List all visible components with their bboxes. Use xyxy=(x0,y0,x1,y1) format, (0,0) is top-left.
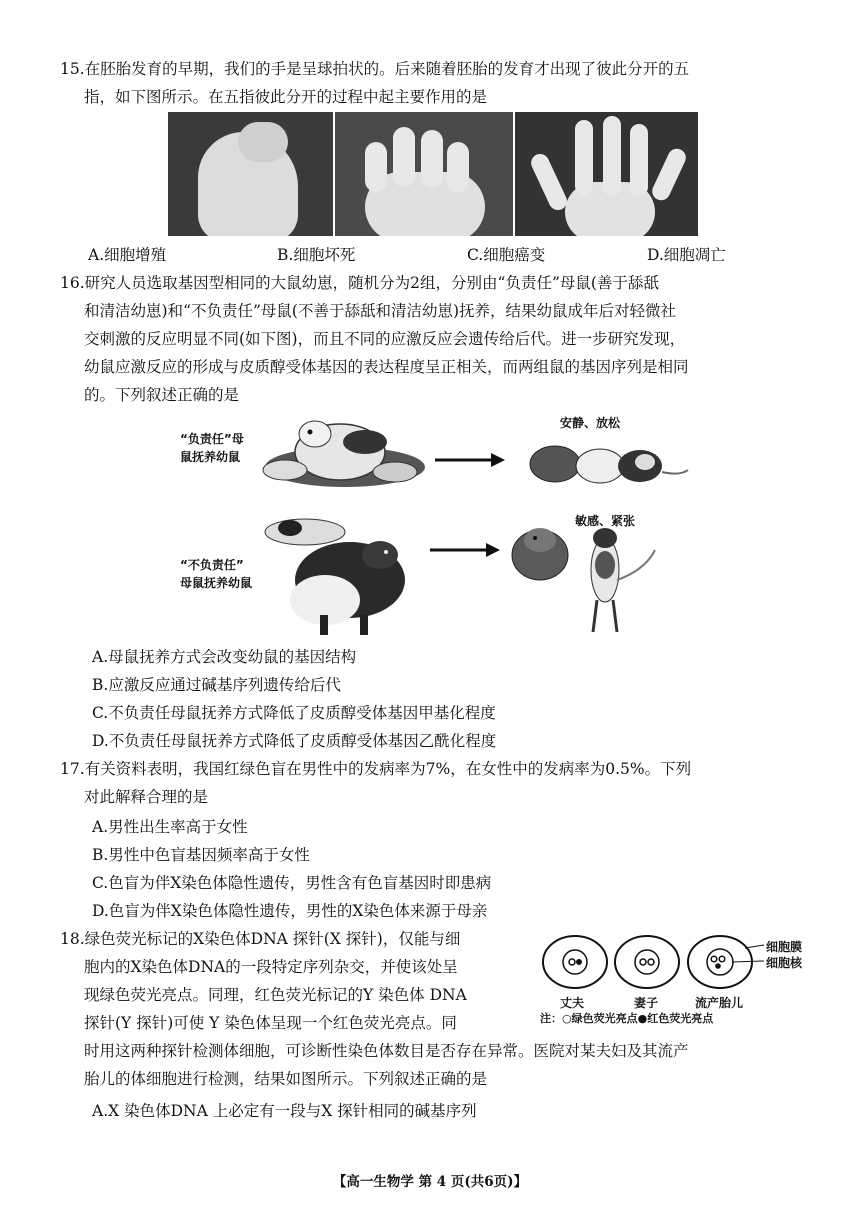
calm-rats-image xyxy=(520,432,690,492)
q18-line-6: 胎儿的体细胞进行检测，结果如图所示。下列叙述正确的是 xyxy=(84,1070,488,1088)
calm-result-label: 安静、放松 xyxy=(560,416,621,430)
membrane-label: 细胞膜 xyxy=(766,940,803,954)
q15-line-2: 指，如下图所示。在五指彼此分开的过程中起主要作用的是 xyxy=(84,88,488,106)
q17-option-c: C.色盲为伴X染色体隐性遗传，男性含有色盲基因时即患病 xyxy=(92,874,492,892)
q16-line-2: 和清洁幼崽)和“不负责任”母鼠(不善于舔舐和清洁幼崽)抚养，结果幼鼠成年后对轻微社 xyxy=(84,302,676,320)
q16-line-3: 交刺激的反应明显不同(如下图)，而且不同的应激反应会遗传给后代。进一步研究发现， xyxy=(84,330,686,348)
q18-cell-figure xyxy=(540,932,840,1032)
responsible-mother-caption-2: 鼠抚养幼鼠 xyxy=(180,450,241,464)
q16-rat-figure xyxy=(180,410,700,640)
q16-option-b: B.应激反应通过碱基序列遗传给后代 xyxy=(92,676,341,694)
irresponsible-mother-rats-image xyxy=(260,510,410,640)
hand-stage-1-image xyxy=(168,112,333,236)
q16-line-5: 的。下列叙述正确的是 xyxy=(84,386,240,404)
q16-option-d: D.不负责任母鼠抚养方式降低了皮质醇受体基因乙酰化程度 xyxy=(92,732,497,750)
q15-hand-figure xyxy=(168,112,698,236)
q16-line-1: 16.研究人员选取基因型相同的大鼠幼崽，随机分为2组，分别由“负责任”母鼠(善于舔舐 xyxy=(60,274,659,292)
q16-option-c: C.不负责任母鼠抚养方式降低了皮质醇受体基因甲基化程度 xyxy=(92,704,496,722)
q15-option-d: D.细胞凋亡 xyxy=(647,246,726,264)
husband-label: 丈夫 xyxy=(560,996,585,1010)
q18-line-1: 18.绿色荧光标记的X染色体DNA 探针(X 探针)，仅能与细 xyxy=(60,930,461,948)
q18-line-4: 探针(Y 探针)可使 Y 染色体呈现一个红色荧光亮点。同 xyxy=(84,1014,457,1032)
anxious-result-label: 敏感、紧张 xyxy=(575,514,636,528)
arrow-top xyxy=(435,450,505,470)
q17-option-d: D.色盲为伴X染色体隐性遗传，男性的X染色体来源于母亲 xyxy=(92,902,488,920)
husband-cell xyxy=(543,936,607,988)
anxious-rats-image xyxy=(505,510,675,640)
q18-line-2: 胞内的X染色体DNA的一段特定序列杂交，并使该处呈 xyxy=(84,958,458,976)
q15-option-a: A.细胞增殖 xyxy=(88,246,167,264)
responsible-mother-caption-1: “负责任”母 xyxy=(180,432,244,446)
irresponsible-mother-caption-2: 母鼠抚养幼鼠 xyxy=(180,576,253,590)
q17-line-1: 17.有关资料表明，我国红绿色盲在男性中的发病率为7%，在女性中的发病率为0.5%。下列 xyxy=(60,760,692,778)
q17-option-b: B.男性中色盲基因频率高于女性 xyxy=(92,846,310,864)
responsible-mother-rats-image xyxy=(255,412,425,492)
q18-option-a: A.X 染色体DNA 上必定有一段与X 探针相同的碱基序列 xyxy=(92,1102,477,1120)
q16-line-4: 幼鼠应激反应的形成与皮质醇受体基因的表达程度呈正相关，而两组鼠的基因序列是相同 xyxy=(84,358,689,376)
nucleus-label: 细胞核 xyxy=(766,956,803,970)
hand-stage-2-image xyxy=(335,112,513,236)
figure-note: 注：○绿色荧光亮点●红色荧光亮点 xyxy=(540,1012,714,1025)
wife-cell xyxy=(615,936,679,988)
q18-line-3: 现绿色荧光亮点。同理，红色荧光标记的Y 染色体 DNA xyxy=(84,986,467,1004)
q17-line-2: 对此解释合理的是 xyxy=(84,788,209,806)
q15-option-c: C.细胞癌变 xyxy=(467,246,546,264)
q16-option-a: A.母鼠抚养方式会改变幼鼠的基因结构 xyxy=(92,648,357,666)
fetus-label: 流产胎儿 xyxy=(695,996,744,1010)
wife-label: 妻子 xyxy=(634,996,659,1010)
q15-option-b: B.细胞坏死 xyxy=(277,246,356,264)
arrow-bottom xyxy=(430,540,500,560)
page-footer: 【高一生物学 第 4 页(共6页)】 xyxy=(332,1174,528,1190)
q17-option-a: A.男性出生率高于女性 xyxy=(92,818,248,836)
q15-line-1: 15.在胚胎发育的早期，我们的手是呈球拍状的。后来随着胚胎的发育才出现了彼此分开的五 xyxy=(60,60,690,78)
irresponsible-mother-caption-1: “不负责任” xyxy=(180,558,244,572)
q18-line-5: 时用这两种探针检测体细胞，可诊断性染色体数目是否存在异常。医院对某夫妇及其流产 xyxy=(84,1042,689,1060)
hand-stage-3-image xyxy=(515,112,698,236)
